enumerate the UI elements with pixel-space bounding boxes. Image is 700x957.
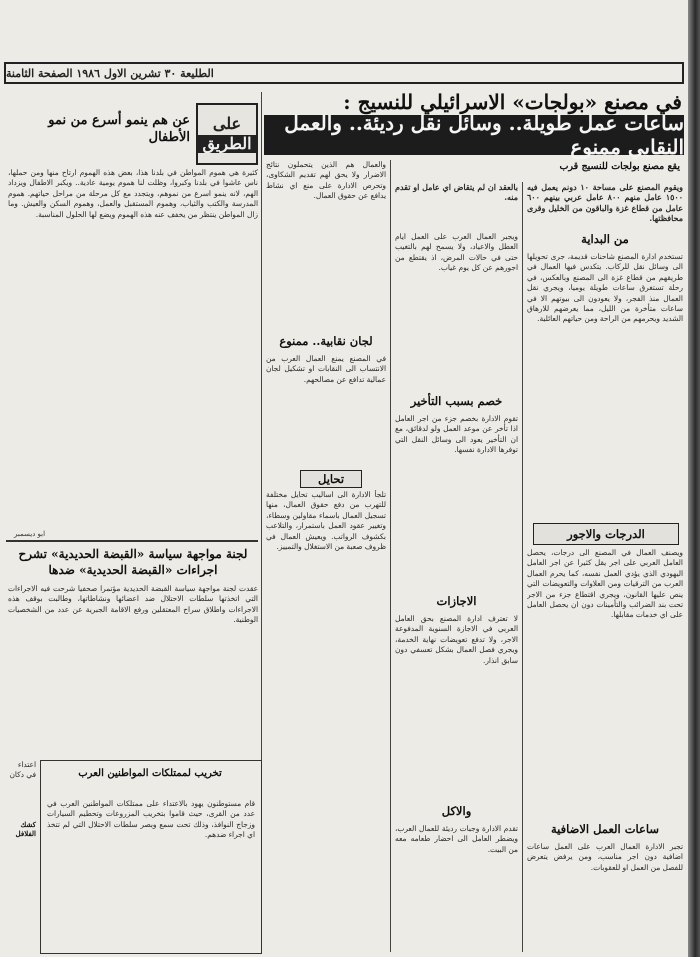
main-headline: في مصنع «بولجات» الاسرائيلي للنسيج : xyxy=(343,90,682,114)
subhead-food: والاكل xyxy=(441,804,472,818)
subhead-holidays: الاجازات xyxy=(436,594,477,608)
section-rule-left xyxy=(6,540,258,542)
subhead-union-committee: لجان نقابية.. ممنوع xyxy=(279,334,373,348)
main-col-left-2: في المصنع يمنع العمال العرب من الانتساب الى النقابات او تشكيل لجان عمالية تدافع عن مصالحهم. xyxy=(266,354,386,384)
main-col-right-3: تجبر الادارة العمال العرب على العمل ساعات اضافية دون اجر مناسب، ومن يرفض يتعرض للفصل من العمل او للعقوبات. xyxy=(527,842,683,872)
left-strip-lead: اعتداء في دكان xyxy=(9,760,36,780)
column-body: كثيرة هي هموم المواطن في بلدنا هذا، بعض هذه الهموم ارتاح منها ومن حملها، ناس عاشوا في بلدنا وكبروا، وظلت لنا هموم يومية عادية.. ويكبر الاطفال ويزداد الهم، لانه ينمو اسرع من نموهم، ويتجدد مع كل مرحلة من مراحل حياتهم. هموم المدرسة والكتب والثياب، وهموم المستقبل والعمل، وهموم السكن والعيش. وما زال المواطن ينتظر من يخفف عنه هذه الهموم ويضع لها الحلول المناسبة. xyxy=(8,168,258,219)
main-col-mid-1: ويجبر العمال العرب على العمل ايام العطل والاعياد، ولا يسمح لهم بالتغيب حتى في حالات المرض، اذ يقتطع من اجورهم عن كل يوم غياب. xyxy=(395,232,518,273)
main-col-right-2: ويصنف العمال في المصنع الى درجات، يحصل العامل العربي على اجر يقل كثيرا عن اجر العامل اليهودي الذي يؤدي العمل نفسه، كما يحرم العمال العرب من الترقيات ومن العلاوات والتعويضات التي ينص عليها القانون، ويجري اقتطاع جزء من الاجر تحت بند الضرائب والتأمينات دون ان يحصل العامل على اي خدمات مقابلها. xyxy=(527,548,683,620)
main-col-mid-3: لا تعترف ادارة المصنع بحق العامل العربي في الاجازة السنوية المدفوعة الاجر، ولا تدفع تعويضات نهاية الخدمة، ويجري فصل العمال بشكل تعسفي دون سابق انذار. xyxy=(395,614,518,665)
page-binding-edge xyxy=(688,0,700,957)
column-rule-2 xyxy=(390,160,391,952)
sabotage-box xyxy=(40,760,262,954)
column-logo-ala-altariq xyxy=(196,103,258,165)
page-header-band xyxy=(4,62,684,84)
left-strip-headline: كشك الفلافل xyxy=(15,820,36,838)
column-rule-1 xyxy=(522,182,523,952)
main-banner-text: ساعات عمل طويلة.. وسائل نقل رديئة.. والعمل النقابي ممنوع xyxy=(284,111,684,159)
page-header-text: الطليعة ٣٠ تشرين الاول ١٩٨٦ الصفحة الثامنة xyxy=(6,66,214,80)
column-signature: ابو ديسمبر xyxy=(14,530,46,538)
main-col-mid-4: تقدم الادارة وجبات رديئة للعمال العرب، ويضطر العامل الى احضار طعامه معه من البيت. xyxy=(395,824,518,854)
subhead-start: من البداية xyxy=(581,232,629,246)
ironfist-body: عقدت لجنة مواجهة سياسة القبضة الحديدية مؤتمرا صحفيا شرحت فيه الاجراءات التي اتخذتها سلطات الاحتلال ضد اعضائها ونشاطاتها، وطالبت بوقف هذه الاجراءات واطلاق سراح المعتقلين ورفع الاقامة الجبرية عن عدد من الشخصيات الوطنية. xyxy=(8,584,258,625)
subhead-grades-wages: الدرجات والاجور xyxy=(533,523,679,545)
subhead-manipulation: تحايل xyxy=(300,470,362,488)
main-col-right-lead: ويقوم المصنع على مساحة ١٠ دونم يعمل فيه ١٥٠٠ عامل منهم ٨٠٠ عامل عربي بينهم ٦٠٠ عامل من قطاع غزة والباقون من الخليل وقرى محافظتها. xyxy=(527,182,683,224)
column-logo-word-1: على xyxy=(212,114,242,133)
main-col-mid-lead: بالعقد ان لم يتقاض اي عامل او تقدم منه. xyxy=(395,182,518,203)
ironfist-headline: لجنة مواجهة سياسة «القبضة الحديدية» تشرح اجراءات «القبضة الحديدية» ضدها xyxy=(18,547,248,577)
column-headline: عن هم ينمو أسرع من نمو الأطفال xyxy=(48,113,190,145)
main-col-left-1: والعمال هم الذين يتحملون نتائج الاضرار ولا يحق لهم تقديم الشكاوى، وتحرص الادارة على منع اي نشاط يدافع عن حقوق العمال. xyxy=(266,160,386,201)
sabotage-body: قام مستوطنون يهود بالاعتداء على ممتلكات المواطنين العرب في عدد من القرى، حيث قاموا بتخريب المزروعات وتحطيم السيارات وزجاج النوافذ، وذلك تحت سمع وبصر سلطات الاحتلال التي لم تتخذ اي اجراء ضدهم. xyxy=(47,799,255,840)
sabotage-headline: تخريب لممتلكات المواطنين العرب xyxy=(78,768,222,779)
main-kicker: يقع مصنع بولجات للنسيج قرب xyxy=(559,161,680,172)
column-logo-word-2: الطريق xyxy=(198,135,255,153)
main-col-left-3: تلجأ الادارة الى اساليب تحايل مختلفة للتهرب من دفع حقوق العمال، منها تسجيل العمال باسماء مقاولين وسطاء، وتغيير عقود العمل باستمرار، والتلاعب بكشوف الرواتب. ويعيش العمال في ظروف صعبة من الاستغلال والتمييز. xyxy=(266,490,386,552)
subhead-overtime: ساعات العمل الاضافية xyxy=(550,822,660,836)
main-col-mid-2: تقوم الادارة بخصم جزء من اجر العامل اذا تأخر عن موعد العمل ولو لدقائق، مع ان التأخير يعود الى وسائل النقل التي توفرها الادارة نفسها. xyxy=(395,414,518,455)
subhead-strike-deduction: خصم بسبب التأخير xyxy=(410,394,503,408)
main-banner xyxy=(264,111,684,159)
main-col-right-1: تستخدم ادارة المصنع شاحنات قديمة، جرى تحويلها الى وسائل نقل للركاب. يتكدس فيها العمال في طريقهم من قطاع غزة الى المصنع وبالعكس، في رحلة تستغرق ساعات طويلة يوميا، ويجري نقل العمال منذ الفجر، ولا يعودون الى بيوتهم الا في ساعات متأخرة من الليل، مما يعرضهم للارهاق الشديد ويحرمهم من الراحة ومن حياتهم العائلية. xyxy=(527,252,683,324)
